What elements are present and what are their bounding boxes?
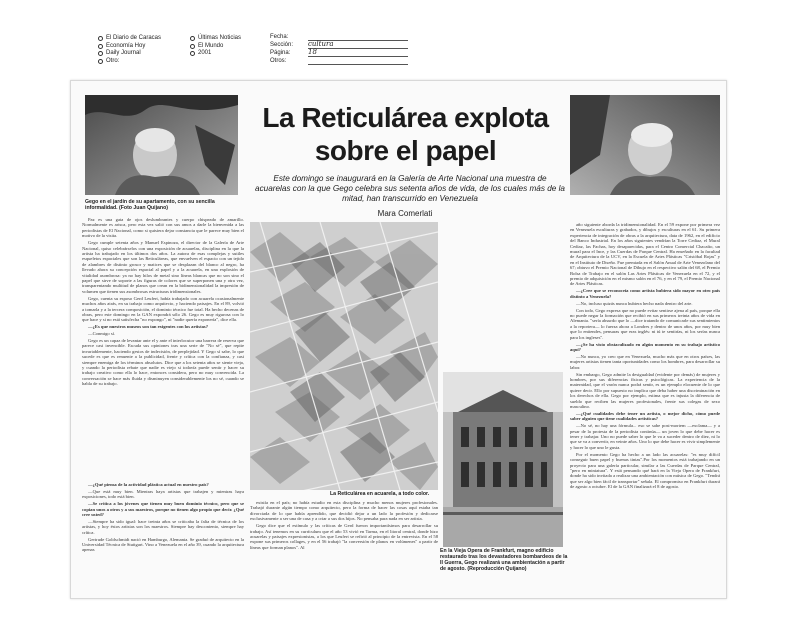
meta-field-seccion: Sección: cultura [270,41,408,49]
article-column-1: Paz es una gata de ojos deslumbrantes y cuerpo chispeado de amarillo. Normalmente es arisca, pero esta vez salió con sus amos a darle la bienvenida a las periodistas de El Nacional, como si quisiera dejar constancia que le parece muy bien el motivo de la visita. Gego cumple setenta años y Manuel Espinoza, el director de la Galería de Arte Nacional, quiso celebrárselos con una exposición de acuarelas, disciplina en la que la artista ha trabajado en los últimos dos años. La autora de esas complejas y sutiles esqueletos espaciales que son las Reticuláreas, que envuelven el espacio con un tejido de alambres de distinto grosor y matices que se desplazan del blanco al negro, ha llevado ahora su concepción espacial al papel y a la acuarela, en una explosión de vitalidad asombrosa: ya no hay hilos de metal sino líneas blancas que no son sino el papel que sirve de soporte a las figuras de colores que se superponen una y otra vez, transparentando multitud de planos que crean en la bidimensionalidad la impresión de volumen que tienen sus asombrosas estructuras tridimensionales. Gego, cuenta su esposo Gerd Leufert, había trabajado con acuarela ocasionalmente muchos años atrás, en su trabajo como arquitecto, y haciendo paisajes. En el 89, volvió a tomarla y a la tercera composición, el dominio técnico fue total. Ha hecho decenas de obras, pero este domingo en la GAN expondrá sólo 26. Gego es muy rigurosa con lo que hace y si no está satisfecha "no expongo", ni "nadie quería exponería", dice ella. —¿Es que nuestros museos son tan exigentes con los artistas? —Conmigo sí. Gego es un capaz de levantar ante el y ante el interlocutor una barrera de reserva que parece casi invencible. Escuda sus opiniones tras una serie de "No sé", que repite invariablemente, haciendo gestos de indecisión, de perplejidad. Y Gego sí sabe, lo que sucede es que es renuente a la publicidad, frente y crítica con la confianza, y casi siempre enemiga de los términos absolutos. Dice que a los setenta años se siente vieja, y cuando la periodista rebate que nadie es viejo si todavía puede sentir y hacer su trabajo creativo como ella lo hace, entonces considera, pero no muy convencida. La conversación se hace más fluida y disminuyen considerablemente los no sé, cuando se habla de su trabajo. [82,217,244,387]
caption-center-photo: La Reticulárea en acuarela, a todo color. [330,491,430,497]
radio-circle-icon [98,59,103,64]
source-option[interactable]: 2001 [190,50,241,58]
source-option[interactable]: El Diario de Caracas [98,35,161,43]
radio-circle-icon [190,51,195,56]
portrait-photo-image [85,95,238,195]
meta-field-otros: Otros: [270,57,408,65]
article-subtitle: Este domingo se inaugurará en la Galería de Arte Nacional una muestra de acuarelas con la que Gego celebra sus setenta años de vida, de los cuales más de la mitad, han transcurrido en Venezuela [255,174,565,203]
old-opera-building-image [443,372,563,547]
watercolor-artwork-photo [250,222,438,490]
source-option[interactable]: Últimas Noticias [190,35,241,43]
portrait-photo-right [570,95,720,195]
source-option[interactable]: Economía Hoy [98,43,161,51]
article-title-line1: La Reticulárea explota [262,102,549,133]
article-column-3: existía en el país; no había estudio en esta disciplina y mucho menos mujeres profesionales. Trabajó durante algún tiempo como arquitecto, pero la forma de hacer las cosas aquí estaba tan divorciada de lo que había aprendido, que decidió dejar a un lado la profesión y dedicarse exclusivamente a ser una de casa y a criar a sus dos hijos. No pensaba para nada en ser artista. Gego dice que el estímulo y las críticas de Gerd fueron importantísimos para desarrollar su trabajo. Así tenemos en su currículum que el año 53 vivió en Tarma, en el litoral central, donde hizo acuarelas y paisajes expresionistas, a los que Leufert se refirió al principio de la entrevista. En el 58 expone sus primeros collages, y en el 56 trabajó "la conversión de planos en volúmenes" a partir de líneas que forman planos". Al [250,500,438,550]
caption-left-photo: Gego en el jardín de su apartamento, con su sencilla informalidad. (Foto Juan Quijano) [85,199,215,211]
clipping-meta-fields [270,33,408,65]
radio-circle-icon [98,36,103,41]
byline: Mara Comerlati [377,209,433,218]
radio-circle-icon [98,51,103,56]
caption-building-photo: En la Vieja Opera de Frankfurt, magno edificio restaurado tras los devastadores bombardeos de la II Guerra, Gego realizará una ambientación a partir de agosto. (Reproducción Quijano) [440,548,568,572]
portrait-photo-image [570,95,720,195]
portrait-photo-left [85,95,238,195]
radio-circle-icon [190,44,195,49]
reticularea-watercolor-image [250,222,438,490]
meta-field-pagina: Página: 18 [270,49,408,57]
radio-circle-icon [190,36,195,41]
radio-circle-icon [98,44,103,49]
source-checklist-col2 [190,35,241,58]
source-option[interactable]: Daily Journal [98,50,161,58]
article-title-line2: sobre el papel [314,135,497,166]
frankfurt-opera-photo [443,372,563,547]
source-checklist-col1 [98,35,161,65]
article-column-2: —¿Qué piensa de la actividad plástica actual en nuestro país? —Que está muy bien. Mientras haya artistas que trabajen y mientras haya exposiciones, todo está bien. —Se critica a los jóvenes que tienen muy buen dominio técnico, pero que se copian unos a otros y a sus maestros, porque no tienen algo propio que decir. ¿Qué cree usted? —Siempre ha sido igual: hace treinta años se criticaba la falta de técnica de los artistas, y hoy éstos artistas son los maestros. Siempre hay descontento, siempre hay crítica. Gertrude Goldschmidt nació en Hamburgo, Alemania. Se graduó de arquitecto en la Universidad Técnica de Stuttgart. Vino a Venezuela en el año 39, cuando la arquitectura apenas [82,482,244,553]
source-option[interactable]: El Mundo [190,43,241,51]
article-column-4: año siguiente aborda la tridimensionalidad. En el 59 expone por primera vez en Venezuela esculturas y grabados, y dibujos y esculturas en el 61. Su primera experiencia de integración de obras a la arquitectura, data de 1962, en el edificio del Banco Industrial. En los años siguientes vendrían la Torre Cediaz, el Mural Cediaz, las Fachas, hoy desaparecidas, para el Centro Comercial Chacaíto, un mural para el Ince, y las Cuerdas de Parque Central. Ha enseñado en la facultad de Arquitectura de la UCV, en la Escuela de Artes Plásticas "Cristóbal Rojas" y en el Instituto de Diseño. Fue premiada en el Salón Anual de Arte Venezolano del 67; obtuvo el Premio Nacional de Dibujo en el respectivo salón del 68, el Premio Bolsa de Trabajo en el salón Las Artes Plásticas de Venezuela en el 72, y el premio de adquisición en el mismo salón en el 76, y en el 79, el Premio Nacional de Artes Plásticas. —¿Cree que se reconoceía como artista hubiera sido mayor en otro país distinto a Venezuela? —No, incluso quizás nunca hubiera hecho nada dentro del arte. Con todo, Gego expresa que no puede evitar sentirse ajena al país, porque ella no puede negar la formación que recibió en sus primeros treinta años de vida en Alemania. "sería absurdo que lo —dice tratando de comunicarle sus sentimientos a la reportera— lo fuerza ahora a Londres y dentro de unos años, por muy bien que lo entiendes, pensaras que eras inglés: ni tú te sentirías, ni los serías nunca para los ingleses". —¿Se ha visto obstaculizado en algún momento en su trabajo artístico aquí? —No nunca, yo creo que en Venezuela, mucho más que en otros países, las mujeres artistas tienen tanta oportunidades como los hombres, para desarrollar su labor. Sin embargo, Gego admite la desigualdad (evidente por demás) de mujeres y hombres, por sus diferencias físicas y psicológicas. La experiencia de la maternidad, que el varón nunca podrá sentir, es un ejemplo elocuente de lo que quiere decir. Ello por supuesto no implica que deba haber una discriminación en los derechos de ella. Gego por ejemplo, estima que es injusta la diferencia de sueldo que reciben las mujeres profesionales, frente sus colegas de sexo masculino. —¿Qué cualidades debe tener un artista, o mejor dicho, cómo puede saber alguien que tiene cualidades artísticas? —No sé, no hay una fórmula... eso se sabe post-mortem —exclama— y a pesar de la protesta de la periodista continúa— un joven lo que debe hacer es tener y trabajar. Uno no puede saber lo que le va a suceder dentro de diez, ni lo que se va a convertir, en veinte años. Uno lo que debe hacer es vivir simplemente y hacer lo que uno le gusta. Por el momento Gego ha hecho a un lado las acuarelas: "es muy difícil conseguir buen papel y buenas tintas".Por los momentos está trabajando en un proyecto para una galería particular, similar a las Cuerdas de Parque Central, "pero en miniatura". Y está pensando qué hará en la Vieja Opera de Frankfurt, donde ha sido invitada a realizar una ambientación con música de Gego. "Tendrá que ser algo bien fácil de transportar" señala. El compromiso en Frankfurt durará de agosto a octubre. El de la GAN finalizará el 8 de agosto. [570,222,720,490]
source-option[interactable]: Otro: [98,58,161,66]
meta-field-fecha: Fecha: [270,33,408,41]
